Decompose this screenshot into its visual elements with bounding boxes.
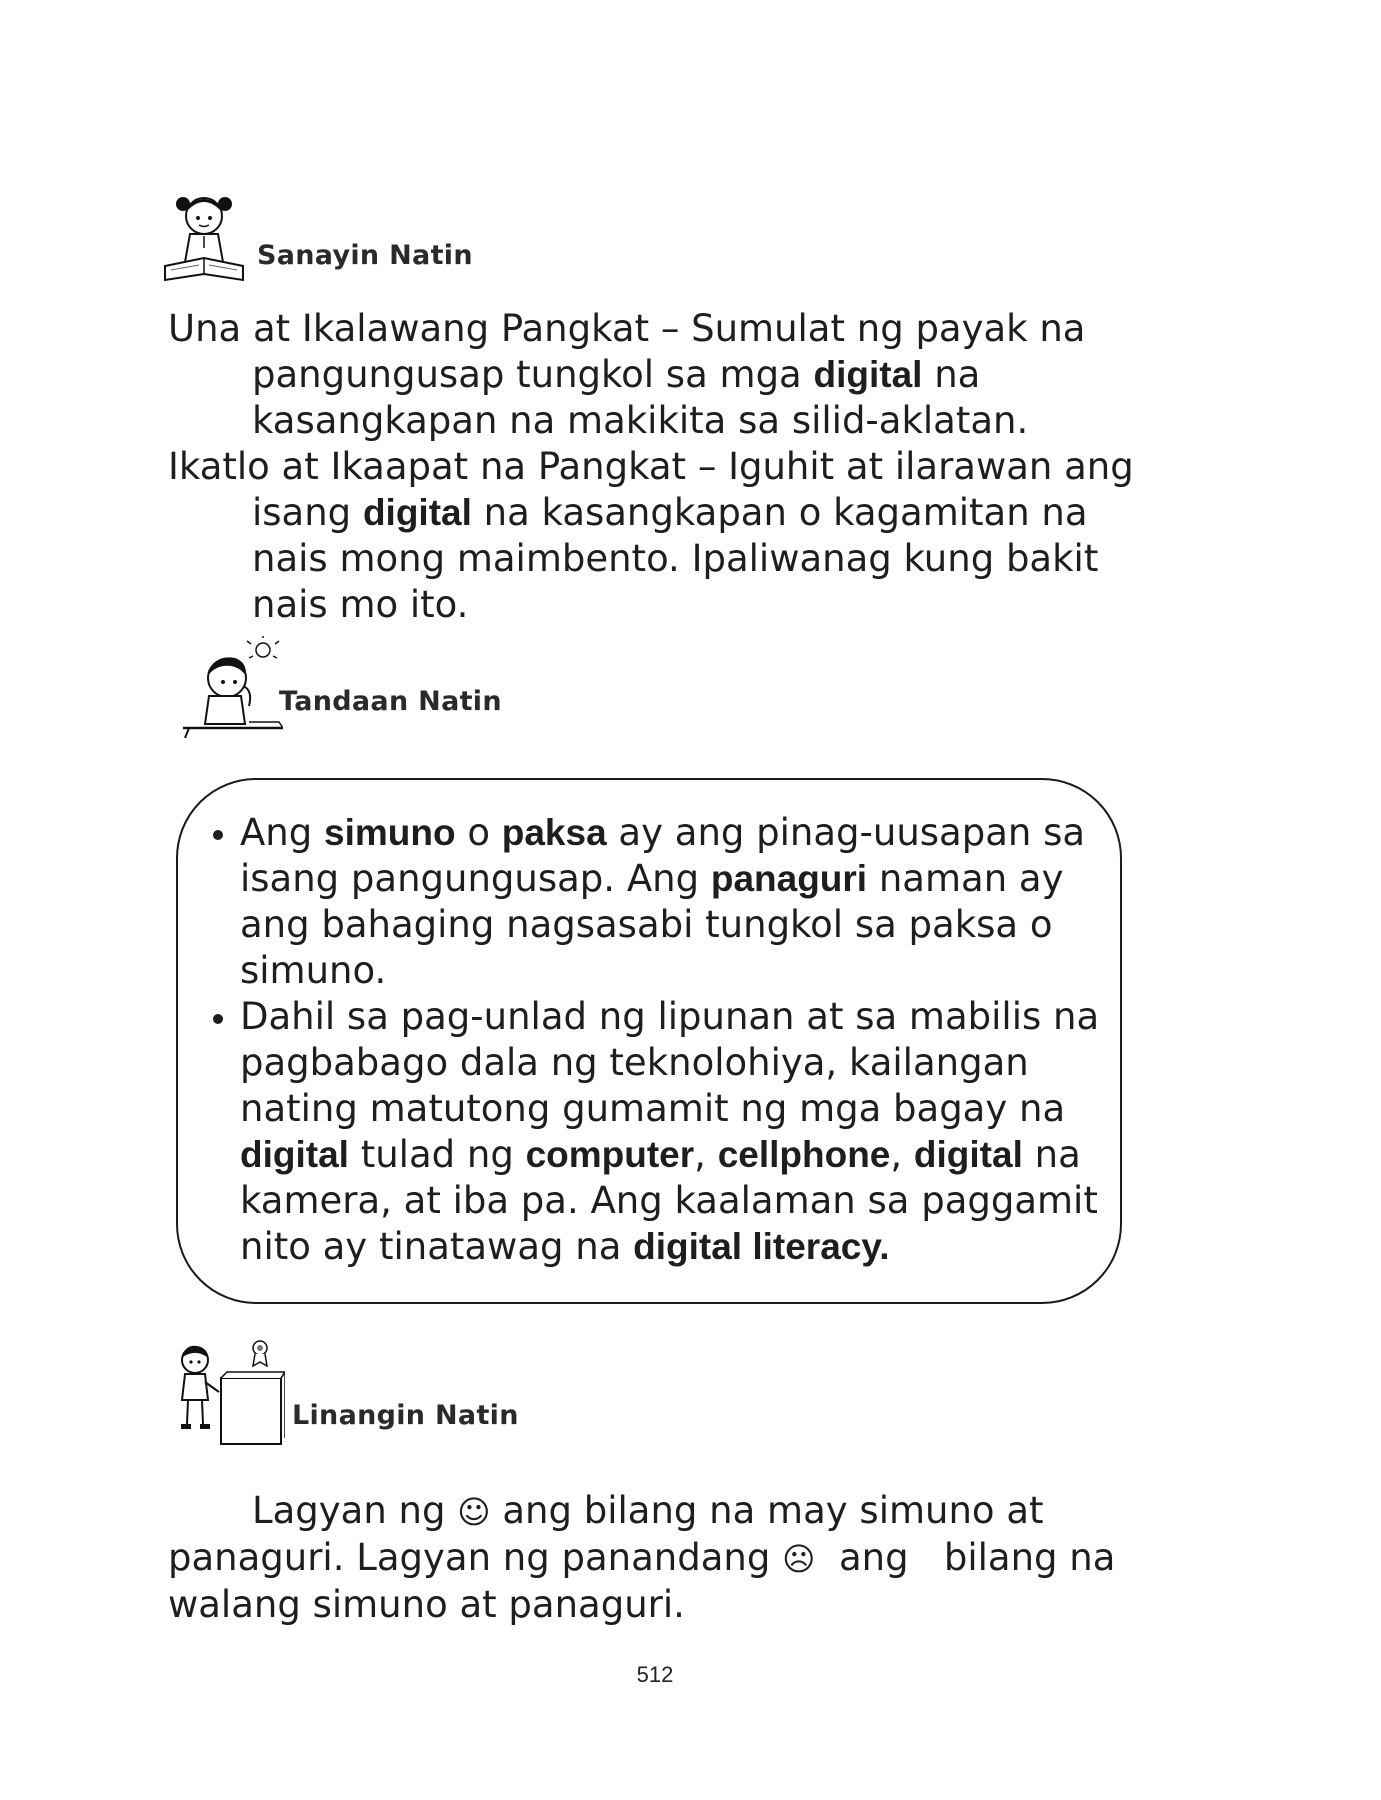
section-title-sanayin: Sanayin Natin [257,240,473,271]
bullet-icon [213,830,223,840]
bullet-line: Ang simuno o paksa ay ang pinag-uusapan sa [240,810,1120,856]
girl-reading-icon [163,188,253,288]
bullet-line: simuno. [240,949,387,992]
bullet-icon [213,1014,223,1024]
bullet-line: ang bahaging nagsasabi tungkol sa paksa o [240,903,1053,946]
bullet-line: nating matutong gumamit ng mga bagay na [240,1087,1066,1130]
group2-line2: isang digital na kasangkapan o kagamitan na [252,491,1088,534]
group1-line2: pangungusap tungkol sa mga digital na [252,353,981,396]
bullet-line: isang pangungusap. Ang panaguri naman ay [240,857,1064,900]
keyword-panaguri: panaguri [710,858,868,899]
keyword-cellphone: cellphone [717,1134,891,1175]
smiley-face-icon: ☺ [457,1493,491,1531]
bullet-line: Dahil sa pag-unlad ng lipunan at sa mabilis na [240,994,1120,1040]
boy-thinking-icon [183,636,283,740]
keyword-paksa: paksa [501,812,607,853]
page-number: 512 [636,1662,674,1687]
bullet-line: kamera, at iba pa. Ang kaalaman sa paggamit [240,1179,1098,1222]
linangin-line1: Lagyan ng ☺ ang bilang na may simuno at [252,1489,1044,1532]
linangin-natin-header [175,1338,675,1448]
group2-line3: nais mong maimbento. Ipaliwanag kung bakit [252,537,1099,580]
keyword-digital: digital [913,1134,1023,1175]
linangin-line3: walang simuno at panaguri. [168,1583,685,1626]
keyword-simuno: simuno [324,812,456,853]
group2-line1: Ikatlo at Ikaapat na Pangkat – Iguhit at ilarawan ang [168,445,1134,488]
bullet-line: nito ay tinatawag na digital literacy. [240,1225,890,1268]
tandaan-bullet-list [240,810,1120,1270]
sanayin-natin-header [163,188,663,298]
keyword-computer: computer [525,1134,695,1175]
group1-line3: kasangkapan na makikita sa silid-aklatan. [252,399,1029,442]
bullet-line: pagbabago dala ng teknolohiya, kailangan [240,1041,1029,1084]
linangin-line2: panaguri. Lagyan ng panandang ☹ ang bilang na [168,1536,1116,1579]
keyword-digital-literacy: digital literacy. [633,1226,890,1267]
section-title-tandaan: Tandaan Natin [279,686,502,717]
group2-line4: nais mo ito. [252,583,469,626]
keyword-digital: digital [813,354,923,395]
sad-face-icon: ☹ [782,1540,816,1578]
boy-with-board-icon [175,1338,285,1448]
section-title-linangin: Linangin Natin [292,1400,519,1431]
keyword-digital: digital [240,1134,349,1175]
bullet-line: digital tulad ng computer, cellphone, digital na [240,1133,1081,1176]
linangin-instructions [168,1488,1115,1628]
group1-line1: Una at Ikalawang Pangkat – Sumulat ng payak na [168,307,1086,350]
keyword-digital: digital [362,492,472,533]
sanayin-instructions [168,306,1134,628]
tandaan-natin-header [183,636,683,746]
